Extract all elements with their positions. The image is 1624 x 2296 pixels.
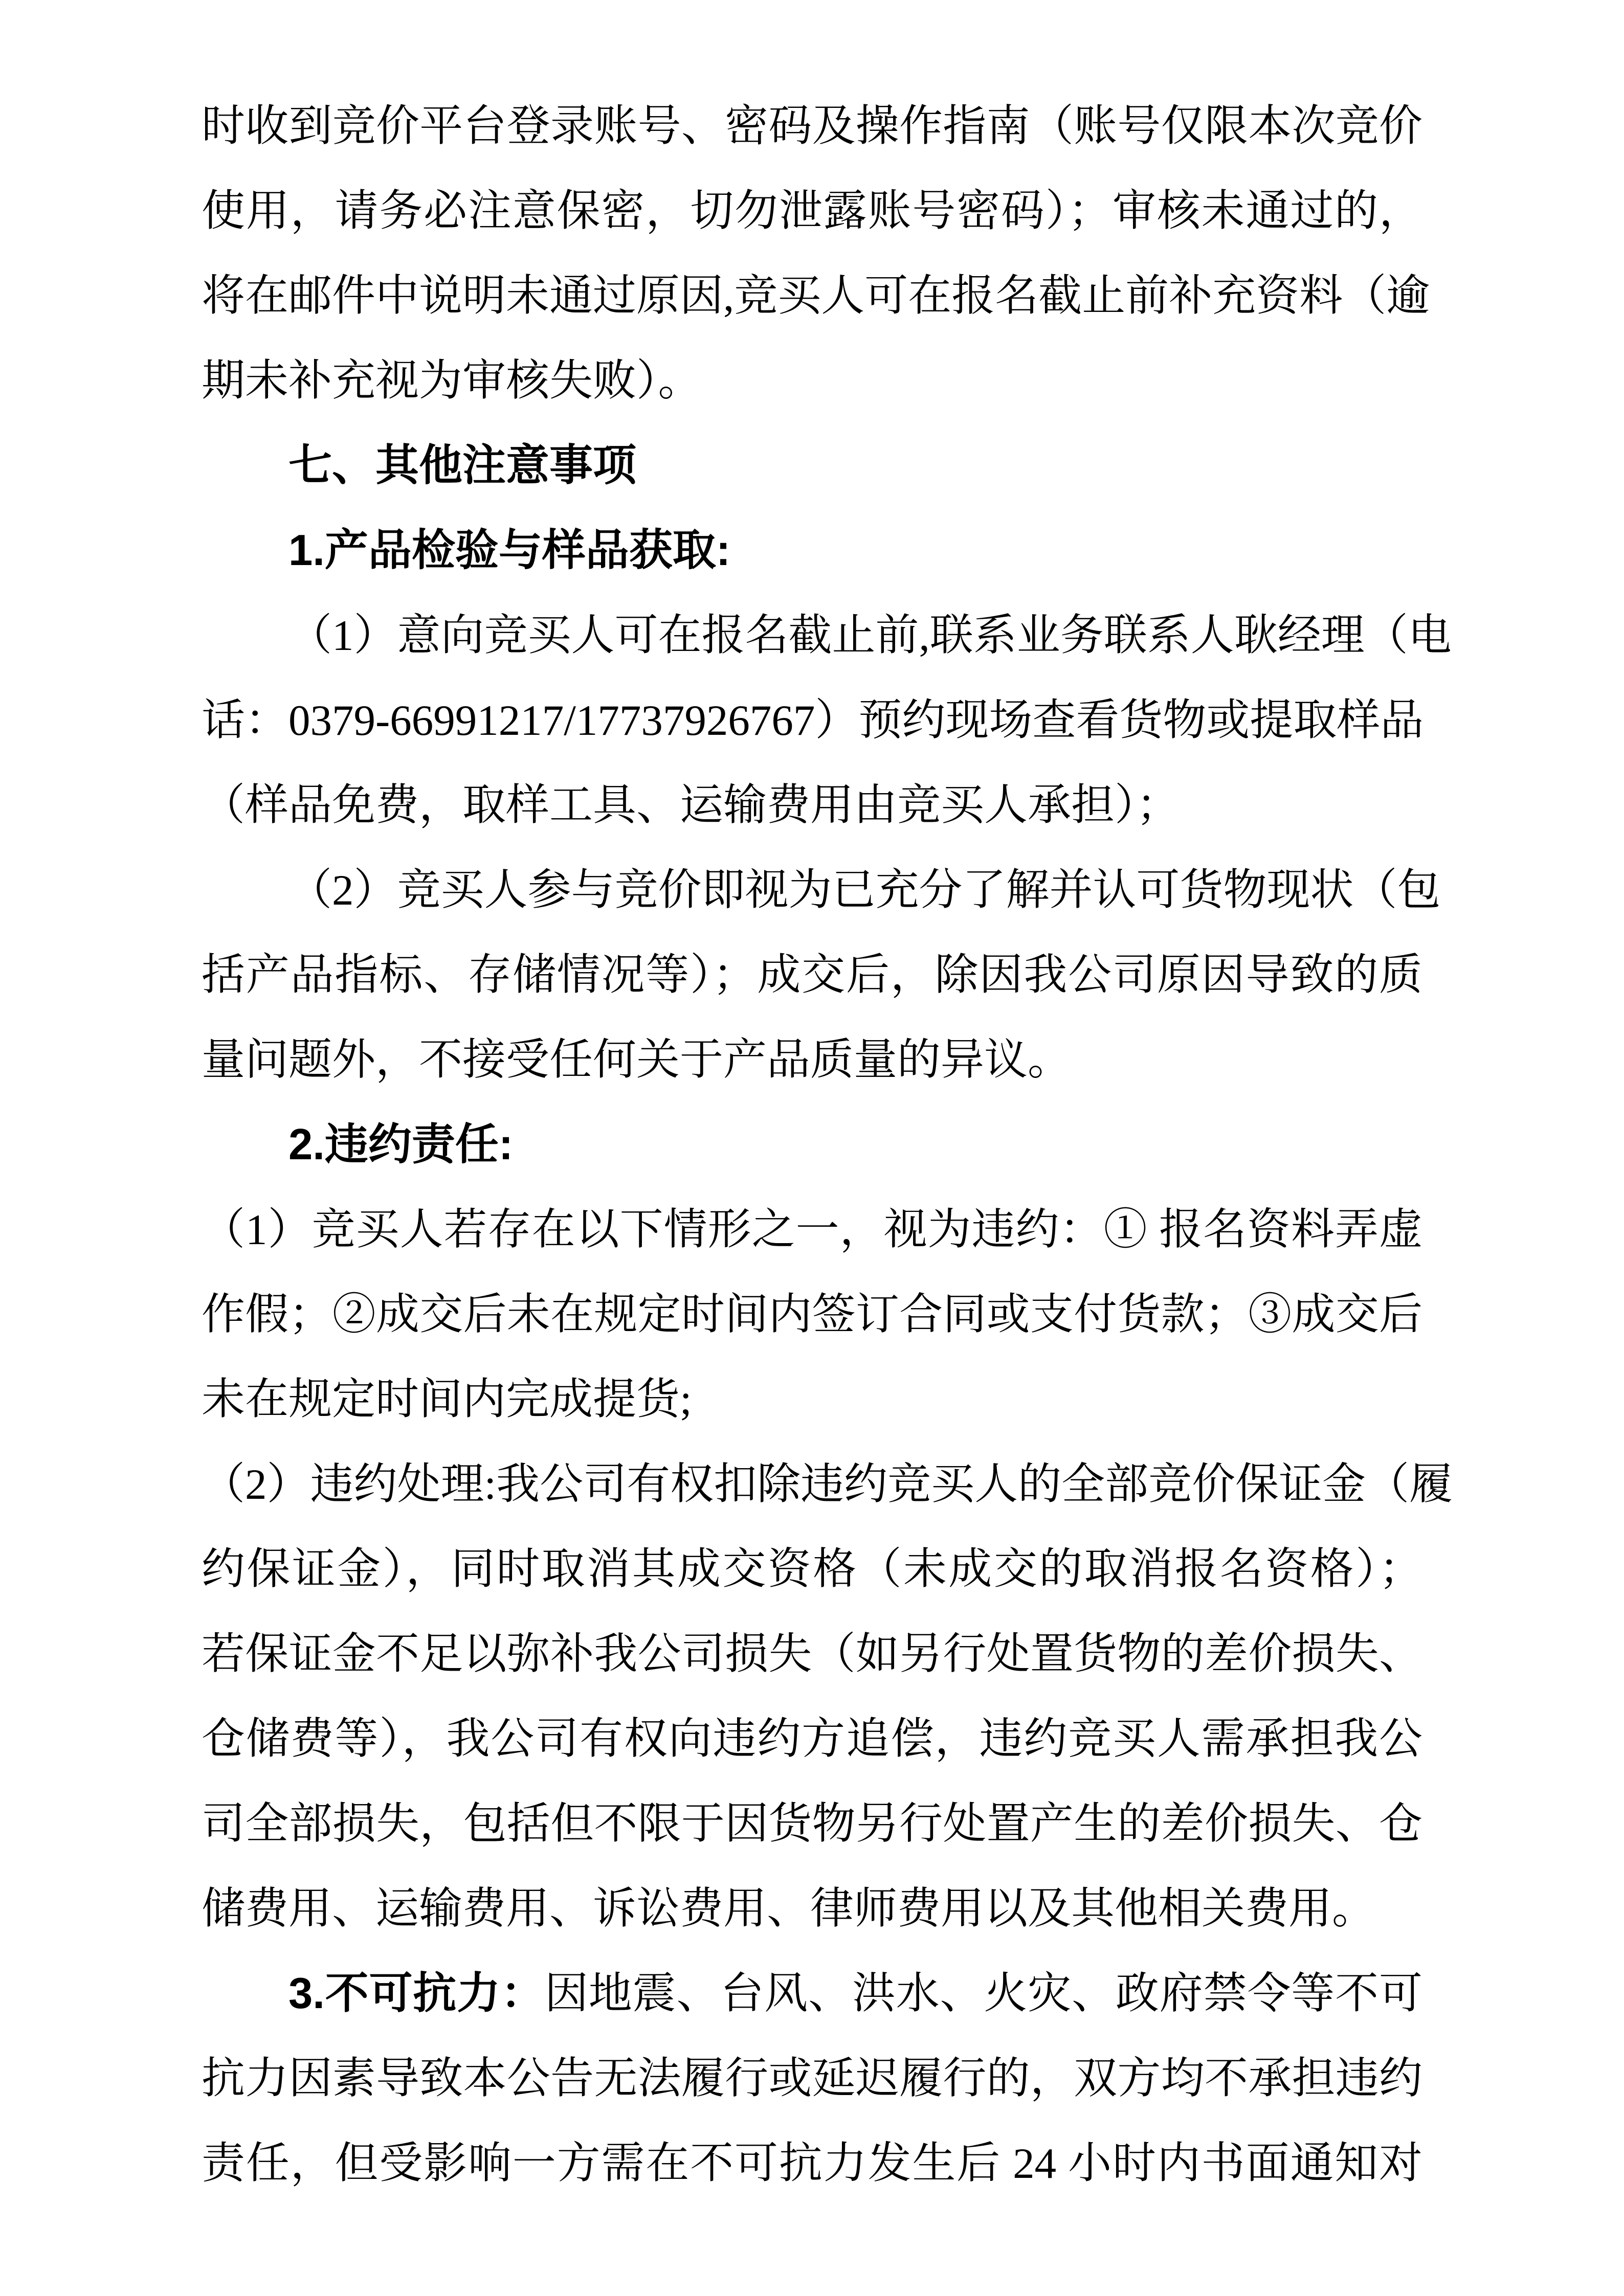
paragraph-line (202, 933, 1422, 1018)
bold-text-segment: 1.产品检验与样品获取: (288, 526, 731, 575)
paragraph-line (202, 169, 1422, 254)
subsection-heading (202, 508, 1422, 593)
text-segment: 将在邮件中说明未通过原因,竞买人可在报名截止前补充资料（逾 (202, 272, 1430, 320)
text-segment: 作假；②成交后未在规定时间内签订合同或支付货款；③成交后 (202, 1291, 1422, 1339)
text-segment: 约保证金），同时取消其成交资格（未成交的取消报名资格）； (202, 1545, 1422, 1593)
text-segment: 期未补充视为审核失败）。 (202, 357, 702, 405)
paragraph-line (202, 1866, 1422, 1951)
text-segment: 抗力因素导致本公告无法履行或延迟履行的，双方均不承担违约 (202, 2055, 1422, 2103)
paragraph-line-with-heading (202, 1951, 1422, 2036)
text-segment: 司全部损失，包括但不限于因货物另行处置产生的差价损失、仓 (202, 1800, 1422, 1848)
paragraph-line (202, 2036, 1422, 2121)
bold-text-segment: 2.违约责任: (288, 1120, 514, 1169)
text-segment: 括产品指标、存储情况等）；成交后，除因我公司原因导致的质 (202, 951, 1422, 999)
text-segment: 因地震、台风、洪水、火灾、政府禁令等不可 (544, 1970, 1422, 2018)
bold-text-segment: 七、其他注意事项 (288, 441, 637, 490)
text-segment: 话：0379-66991217/17737926767）预约现场查看货物或提取样品 (202, 696, 1424, 745)
text-segment: （2）竞买人参与竞价即视为已充分了解并认可货物现状（包 (288, 866, 1441, 914)
paragraph-line (202, 1612, 1422, 1697)
paragraph-line (202, 763, 1422, 848)
paragraph-line (202, 848, 1441, 933)
paragraph-line (202, 2121, 1422, 2206)
text-segment: （2）违约处理:我公司有权扣除违约竞买人的全部竞价保证金（履 (202, 1460, 1453, 1509)
paragraph-line (202, 1527, 1422, 1612)
section-heading (202, 423, 1422, 508)
paragraph-line (202, 1357, 1422, 1442)
text-segment: 未在规定时间内完成提货; (202, 1376, 692, 1424)
paragraph-line (202, 1442, 1453, 1527)
paragraph-line (202, 339, 1422, 423)
paragraph-line (202, 1018, 1422, 1102)
text-segment: 责任，但受影响一方需在不可抗力发生后 24 小时内书面通知对 (202, 2140, 1422, 2188)
text-segment: （样品免费，取样工具、运输费用由竞买人承担）； (202, 781, 1180, 829)
text-segment: （1）竞买人若存在以下情形之一，视为违约：① 报名资料弄虚 (202, 1206, 1422, 1254)
text-segment: 量问题外，不接受任何关于产品质量的异议。 (202, 1036, 1072, 1084)
paragraph-line (202, 1697, 1422, 1782)
text-segment: 仓储费等），我公司有权向违约方追偿，违约竞买人需承担我公 (202, 1715, 1422, 1763)
paragraph-line (202, 254, 1430, 339)
paragraph-line (202, 593, 1452, 678)
text-segment: 使用，请务必注意保密，切勿泄露账号密码）；审核未通过的， (202, 187, 1422, 235)
document-text (202, 84, 1453, 2206)
text-segment: 若保证金不足以弥补我公司损失（如另行处置货物的差价损失、 (202, 1630, 1422, 1678)
text-segment: 储费用、运输费用、诉讼费用、律师费用以及其他相关费用。 (202, 1885, 1376, 1933)
text-segment: （1）意向竞买人可在报名截止前,联系业务联系人耿经理（电 (288, 612, 1452, 660)
paragraph-line (202, 678, 1422, 763)
paragraph-line (202, 1187, 1422, 1272)
paragraph-line (202, 1272, 1422, 1357)
subsection-heading (202, 1102, 1422, 1187)
bold-text-segment: 3.不可抗力： (288, 1969, 545, 2018)
paragraph-line (202, 84, 1422, 169)
text-segment: 时收到竞价平台登录账号、密码及操作指南（账号仅限本次竞价 (202, 102, 1422, 150)
paragraph-line (202, 1782, 1422, 1866)
